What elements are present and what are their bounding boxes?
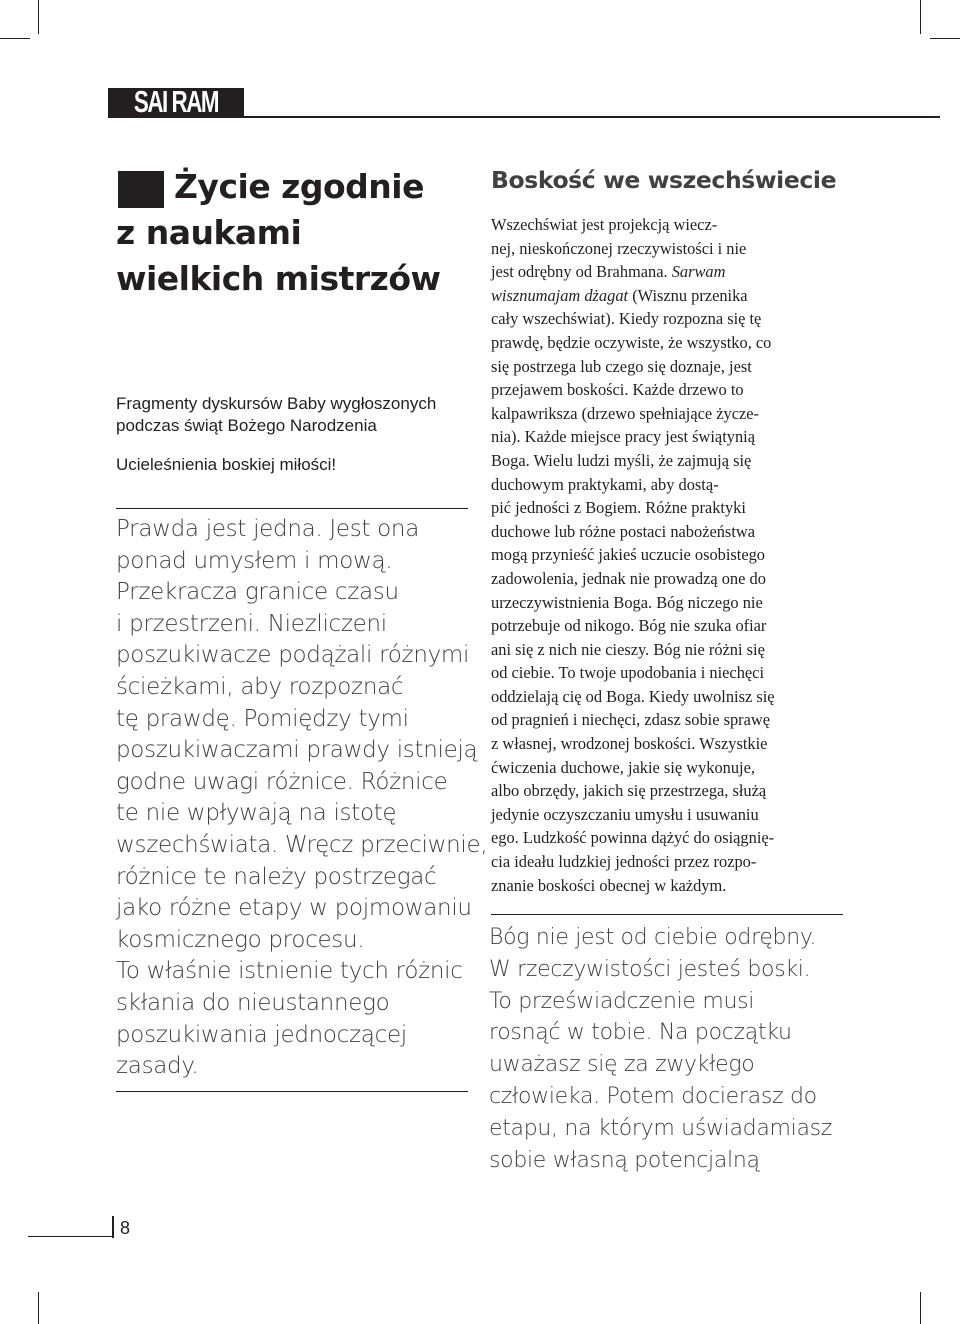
body-line: z własnej, wrodzonej boskości. Wszystkie <box>491 734 768 754</box>
quote-line: rosnąć w tobie. Na początku <box>489 1020 792 1046</box>
body-line: urzeczywistnienia Boga. Bóg niczego nie <box>491 592 763 612</box>
body-line <box>491 284 851 308</box>
quote-line: W rzeczywistości jesteś boski. <box>489 956 811 982</box>
page-number-bar <box>112 1216 114 1238</box>
body-line: kalpawriksza (drzewo spełniające życze- <box>491 403 760 423</box>
lead-line: poszukiwania jednoczącej <box>116 1021 407 1048</box>
quote-line: człowieka. Potem docierasz do <box>489 1083 817 1109</box>
body-text: (Wisznu przenika <box>632 285 748 305</box>
quote-line: To przeświadczenie musi <box>489 988 755 1014</box>
title-line: z naukami <box>116 213 302 252</box>
lead-line: te nie wpływają na istotę <box>116 800 397 827</box>
body-line: oddzielają cię od Boga. Kiedy uwolnisz się <box>491 686 775 706</box>
body-line: ego. Ludzkość powinna dążyć do osiągnię- <box>491 828 775 848</box>
body-line: mogą przynieść jakieś uczucie osobistego <box>491 545 765 565</box>
lead-line: tę prawdę. Pomiędzy tymi <box>116 705 409 732</box>
column-heading: Boskość we wszechświecie <box>491 166 837 194</box>
body-line: zadowolenia, jednak nie prowadzą one do <box>491 568 766 588</box>
section-label: Ucieleśnienia boskiej miłości! <box>116 455 337 474</box>
body-line: od ciebie. To twoje upodobania i niechęci <box>491 663 765 683</box>
lead-line: poszukiwaczami prawdy istnieją <box>116 737 478 764</box>
title-line: Życie zgodnie <box>174 167 424 206</box>
quote-line: Bóg nie jest od ciebie odrębny. <box>489 925 817 950</box>
lead-line: skłania do nieustannego <box>116 989 390 1016</box>
column-body <box>491 213 851 897</box>
body-line: Boga. Wielu ludzi myśli, że zajmują się <box>491 450 752 470</box>
body-line: duchowe lub różne postaci nabożeństwa <box>491 521 755 541</box>
body-line: prawdę, będzie oczywiste, że wszystko, co <box>491 332 772 352</box>
article-subtitle <box>116 393 486 437</box>
lead-line: i przestrzeni. Niezliczeni <box>116 610 387 637</box>
body-line: ćwiczenia duchowe, jakie się wykonuje, <box>491 757 755 777</box>
crop-mark <box>920 1292 921 1324</box>
body-italic: wisznumajam dżagat <box>491 285 629 305</box>
lead-line: kosmicznego procesu. <box>116 926 365 953</box>
body-line: duchowym praktykami, aby dostą- <box>491 474 719 494</box>
body-line: się postrzega lub czego się doznaje, jest <box>491 356 752 376</box>
masthead-logo: SAI RAM <box>133 84 219 119</box>
quote-line: sobie własną potencjalną <box>489 1147 760 1173</box>
lead-line: poszukiwacze podążali różnymi <box>116 642 470 669</box>
crop-mark <box>0 38 30 39</box>
crop-mark <box>920 0 921 34</box>
body-line: cia ideału ludzkiej jedności przez rozpo- <box>491 852 757 872</box>
title-line: wielkich mistrzów <box>116 259 441 298</box>
body-line: od pragnień i niechęci, zdasz sobie sprawę <box>491 710 770 730</box>
subtitle-line: podczas świąt Bożego Narodzenia <box>116 416 377 435</box>
body-italic: Sarwam <box>671 262 726 282</box>
lead-line: Przekracza granice czasu <box>116 579 399 606</box>
lead-line: różnice te należy postrzegać <box>116 863 437 890</box>
crop-mark <box>38 0 39 34</box>
quote-top-rule <box>491 914 843 915</box>
page-number-rule <box>28 1236 114 1237</box>
lead-top-rule <box>116 508 468 509</box>
article-title <box>116 164 486 302</box>
quote-line: etapu, na którym uświadamiasz <box>489 1115 833 1141</box>
masthead-rule <box>244 116 940 118</box>
page-number: 8 <box>120 1218 131 1238</box>
lead-line: wszechświata. Wręcz przeciwnie, <box>116 831 488 858</box>
body-line <box>491 260 851 284</box>
lead-bottom-rule <box>116 1091 468 1092</box>
quote-line: uważasz się za zwykłego <box>489 1052 755 1078</box>
lead-line: jako różne etapy w pojmowaniu <box>116 895 472 922</box>
body-line: pić jedności z Bogiem. Różne praktyki <box>491 498 746 518</box>
crop-mark <box>930 38 960 39</box>
body-line: nej, nieskończonej rzeczywistości i nie <box>491 238 747 258</box>
body-line: albo obrzędy, jakich się przestrzega, służą <box>491 781 767 801</box>
lead-line: godne uwagi różnice. Różnice <box>116 768 448 795</box>
lead-line: ponad umysłem i mową. <box>116 547 393 574</box>
body-line: cały wszechświat). Kiedy rozpozna się tę <box>491 309 762 329</box>
subtitle-line: Fragmenty dyskursów Baby wygłoszonych <box>116 394 437 413</box>
crop-mark <box>38 1292 39 1324</box>
pull-quote <box>489 922 849 1176</box>
lead-text <box>116 514 488 1083</box>
body-line: potrzebuje od nikogo. Bóg nie szuka ofiar <box>491 616 767 636</box>
body-line: nia). Każde miejsce pracy jest świątynią <box>491 427 755 447</box>
lead-line: To właśnie istnienie tych różnic <box>116 958 463 985</box>
body-line: jedynie oczyszczaniu umysłu i usuwaniu <box>491 804 759 824</box>
body-text: jest odrębny od Brahmana. <box>491 262 668 282</box>
body-line: ani się z nich nie cieszy. Bóg nie różni się <box>491 639 765 659</box>
lead-line: Prawda jest jedna. Jest ona <box>116 516 420 542</box>
lead-line: zasady. <box>116 1053 199 1080</box>
body-line: Wszechświat jest projekcją wiecz- <box>491 215 718 234</box>
body-line: znanie boskości obecnej w każdym. <box>491 875 727 895</box>
body-line: przejawem boskości. Każde drzewo to <box>491 380 744 400</box>
lead-line: ścieżkami, aby rozpoznać <box>116 673 404 700</box>
